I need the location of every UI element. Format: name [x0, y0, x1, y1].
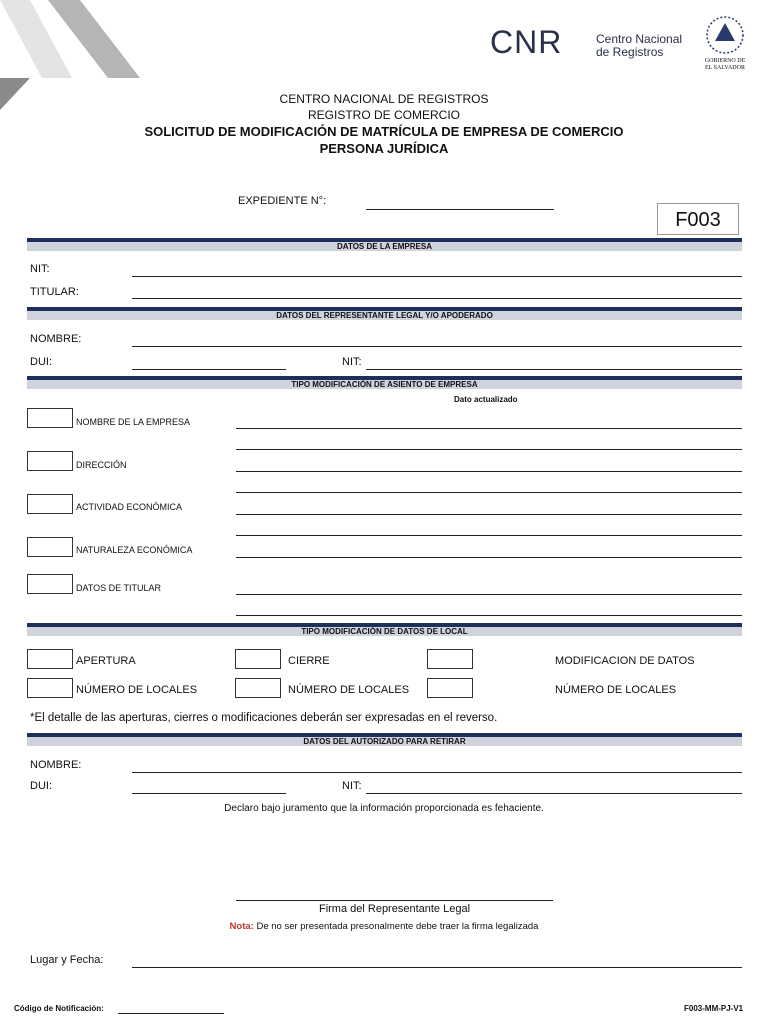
section-asiento-empresa: TIPO MODIFICACIÓN DE ASIENTO DE EMPRESA [27, 376, 742, 389]
checkbox-naturaleza[interactable] [27, 537, 73, 557]
section-datos-local: TIPO MODIFICACIÓN DE DATOS DE LOCAL [27, 623, 742, 636]
update-field-4[interactable] [236, 492, 742, 493]
checkbox-cierre[interactable] [235, 649, 281, 669]
nota-text: De no ser presentada presonalmente debe traer la firma legalizada [253, 921, 539, 932]
titular-update-field[interactable] [236, 594, 742, 595]
checkbox-direccion[interactable] [27, 451, 73, 471]
checkbox-nombre-empresa[interactable] [27, 408, 73, 428]
section-autorizado: DATOS DEL AUTORIZADO PARA RETIRAR [27, 733, 742, 746]
form-code: F003 [657, 203, 739, 235]
cnr-logo [486, 24, 596, 60]
header-line1: CENTRO NACIONAL DE REGISTROS [279, 92, 489, 106]
rep-nit-label: NIT: [342, 356, 362, 368]
locales-apertura-label: NÚMERO DE LOCALES [76, 684, 198, 696]
rep-nombre-label: NOMBRE: [30, 333, 82, 345]
rep-dui-field[interactable] [132, 369, 286, 370]
actividad-field[interactable] [236, 514, 742, 515]
aut-dui-label: DUI: [30, 780, 52, 792]
rep-dui-label: DUI: [30, 356, 52, 368]
signature-field[interactable] [236, 900, 553, 901]
titular-label: TITULAR: [30, 286, 79, 298]
aut-dui-field[interactable] [132, 793, 286, 794]
dato-actualizado-label: Dato actualizado [454, 395, 518, 404]
cnr-name-line2: de Registros [596, 45, 664, 59]
titular-field[interactable] [132, 298, 742, 299]
cierre-label: CIERRE [288, 655, 330, 667]
government-emblem-icon [704, 14, 746, 56]
checkbox-apertura[interactable] [27, 649, 73, 669]
nota [0, 921, 768, 932]
nota-label: Nota: [229, 921, 254, 932]
update-field-9[interactable] [236, 615, 742, 616]
section-representante: DATOS DEL REPRESENTANTE LEGAL Y/O APODERADO [27, 307, 742, 320]
gov-label [696, 58, 754, 72]
rep-nit-field[interactable] [366, 369, 742, 370]
gov-label-line2: EL SALVADOR [705, 65, 745, 71]
page-subtitle: PERSONA JURÍDICA [319, 141, 449, 156]
aut-nit-label: NIT: [342, 780, 362, 792]
item-naturaleza: NATURALEZA ECONÓMICA [76, 545, 193, 555]
aut-nombre-label: NOMBRE: [30, 759, 82, 771]
signature-label: Firma del Representante Legal [318, 903, 471, 915]
codigo-notificacion-field[interactable] [118, 1013, 224, 1014]
item-direccion: DIRECCIÓN [76, 460, 127, 470]
aut-nit-field[interactable] [366, 793, 742, 794]
detail-note: *El detalle de las aperturas, cierres o modificaciones deberán ser expresadas en el reverso. [30, 712, 498, 724]
checkbox-actividad[interactable] [27, 494, 73, 514]
codigo-notificacion-label: Código de Notificación: [14, 1004, 104, 1013]
cnr-brand: CNR [490, 24, 563, 60]
section-datos-empresa: DATOS DE LA EMPRESA [27, 238, 742, 251]
checkbox-modificacion[interactable] [427, 649, 473, 669]
lugar-fecha-label: Lugar y Fecha: [30, 954, 104, 966]
rep-nombre-field[interactable] [132, 346, 742, 347]
input-locales-modificacion[interactable] [427, 678, 473, 698]
expediente-field[interactable] [366, 209, 554, 210]
footer-code: F003-MM-PJ-V1 [684, 1004, 744, 1013]
locales-modificacion-label: NÚMERO DE LOCALES [555, 684, 677, 696]
cnr-name-line1: Centro Nacional [596, 32, 683, 46]
update-field-2[interactable] [236, 449, 742, 450]
nombre-empresa-field[interactable] [236, 428, 742, 429]
apertura-label: APERTURA [76, 655, 136, 667]
expediente-label: EXPEDIENTE N°: [238, 195, 327, 207]
gov-label-line1: GOBIERNO DE [704, 58, 746, 64]
declaration: Declaro bajo juramento que la información proporcionada es fehaciente. [224, 803, 544, 814]
modificacion-label: MODIFICACION DE DATOS [555, 655, 695, 667]
page-title: SOLICITUD DE MODIFICACIÓN DE MATRÍCULA DE EMPRESA DE COMERCIO [144, 124, 624, 139]
item-actividad: ACTIVIDAD ECONÓMICA [76, 502, 183, 512]
update-field-6[interactable] [236, 535, 742, 536]
item-titular: DATOS DE TITULAR [76, 583, 162, 593]
input-locales-cierre[interactable] [235, 678, 281, 698]
nit-label: NIT: [30, 263, 50, 275]
locales-cierre-label: NÚMERO DE LOCALES [288, 684, 410, 696]
lugar-fecha-field[interactable] [132, 967, 742, 968]
checkbox-titular[interactable] [27, 574, 73, 594]
cnr-name [596, 33, 682, 59]
header-line2: REGISTRO DE COMERCIO [307, 108, 460, 122]
aut-nombre-field[interactable] [132, 772, 742, 773]
input-locales-apertura[interactable] [27, 678, 73, 698]
direccion-field[interactable] [236, 471, 742, 472]
nit-field[interactable] [132, 276, 742, 277]
naturaleza-field[interactable] [236, 557, 742, 558]
item-nombre-empresa: NOMBRE DE LA EMPRESA [76, 417, 191, 427]
